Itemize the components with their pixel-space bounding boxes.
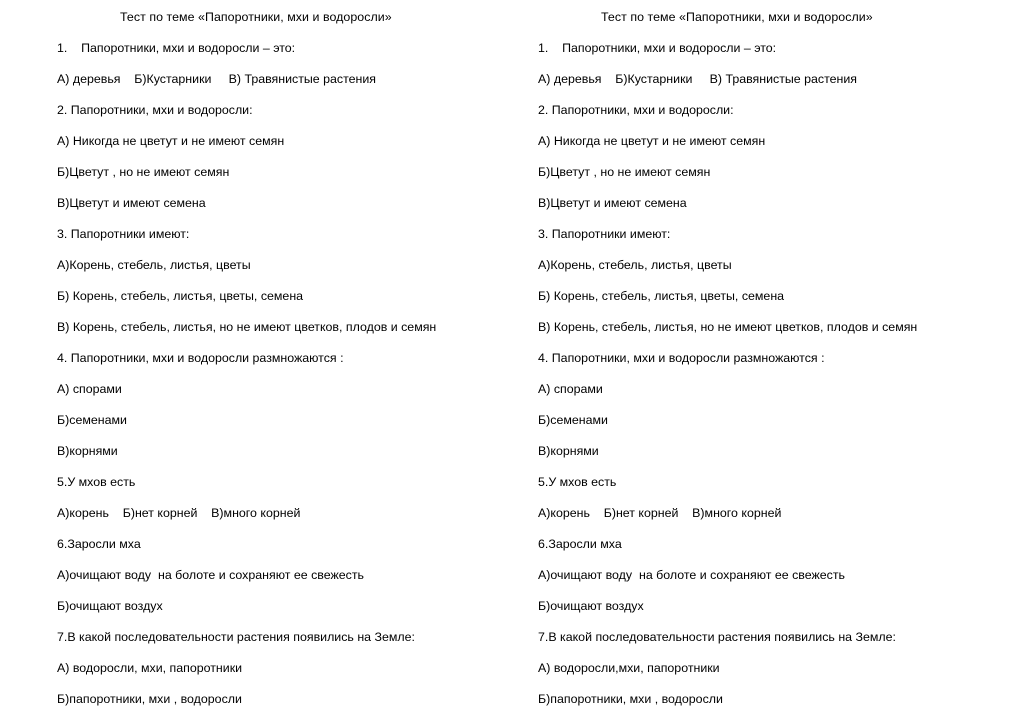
question-2: 2. Папоротники, мхи и водоросли: — [538, 103, 734, 117]
answer-2a: А) Никогда не цветут и не имеют семян — [538, 134, 766, 148]
answer-6b: Б)очищают воздух — [57, 599, 163, 613]
question-1: 1. Папоротники, мхи и водоросли – это: — [538, 41, 777, 55]
answer-4b: Б)семенами — [57, 413, 127, 427]
answer-6a: А)очищают воду на болоте и сохраняют ее свежесть — [57, 568, 364, 582]
answer-6a: А)очищают воду на болоте и сохраняют ее свежесть — [538, 568, 845, 582]
answer-2b: Б)Цветут , но не имеют семян — [538, 165, 711, 179]
answer-3b: Б) Корень, стебель, листья, цветы, семена — [538, 289, 785, 303]
answer-2c: В)Цветут и имеют семена — [57, 196, 206, 210]
answer-options-5: А)корень Б)нет корней В)много корней — [538, 506, 782, 520]
test-column-left — [57, 0, 527, 725]
answer-3a: А)Корень, стебель, листья, цветы — [538, 258, 732, 272]
question-7: 7.В какой последовательности растения появились на Земле: — [57, 630, 415, 644]
question-5: 5.У мхов есть — [57, 475, 136, 489]
answer-4c: В)корнями — [57, 444, 118, 458]
answer-7b: Б)папоротники, мхи , водоросли — [538, 692, 723, 706]
answer-3c: В) Корень, стебель, листья, но не имеют цветков, плодов и семян — [538, 320, 918, 334]
question-3: 3. Папоротники имеют: — [538, 227, 671, 241]
answer-2c: В)Цветут и имеют семена — [538, 196, 687, 210]
question-6: 6.Заросли мха — [538, 537, 622, 551]
answer-4c: В)корнями — [538, 444, 599, 458]
test-title: Тест по теме «Папоротники, мхи и водоросли» — [601, 10, 873, 24]
answer-options-5: А)корень Б)нет корней В)много корней — [57, 506, 301, 520]
answer-7a: А) водоросли,мхи, папоротники — [538, 661, 720, 675]
question-3: 3. Папоротники имеют: — [57, 227, 190, 241]
answer-4a: А) спорами — [538, 382, 603, 396]
answer-3b: Б) Корень, стебель, листья, цветы, семена — [57, 289, 304, 303]
answer-2a: А) Никогда не цветут и не имеют семян — [57, 134, 285, 148]
answer-options-1: А) деревья Б)Кустарники В) Травянистые растения — [57, 72, 377, 86]
answer-4a: А) спорами — [57, 382, 122, 396]
question-4: 4. Папоротники, мхи и водоросли размножаются : — [538, 351, 825, 365]
answer-2b: Б)Цветут , но не имеют семян — [57, 165, 230, 179]
answer-6b: Б)очищают воздух — [538, 599, 644, 613]
answer-7a: А) водоросли, мхи, папоротники — [57, 661, 243, 675]
answer-3a: А)Корень, стебель, листья, цветы — [57, 258, 251, 272]
test-column-right — [538, 0, 1008, 725]
question-4: 4. Папоротники, мхи и водоросли размножаются : — [57, 351, 344, 365]
question-7: 7.В какой последовательности растения появились на Земле: — [538, 630, 896, 644]
question-5: 5.У мхов есть — [538, 475, 617, 489]
answer-4b: Б)семенами — [538, 413, 608, 427]
question-2: 2. Папоротники, мхи и водоросли: — [57, 103, 253, 117]
answer-7b: Б)папоротники, мхи , водоросли — [57, 692, 242, 706]
question-6: 6.Заросли мха — [57, 537, 141, 551]
question-1: 1. Папоротники, мхи и водоросли – это: — [57, 41, 296, 55]
answer-3c: В) Корень, стебель, листья, но не имеют цветков, плодов и семян — [57, 320, 437, 334]
answer-options-1: А) деревья Б)Кустарники В) Травянистые растения — [538, 72, 858, 86]
test-title: Тест по теме «Папоротники, мхи и водоросли» — [120, 10, 392, 24]
